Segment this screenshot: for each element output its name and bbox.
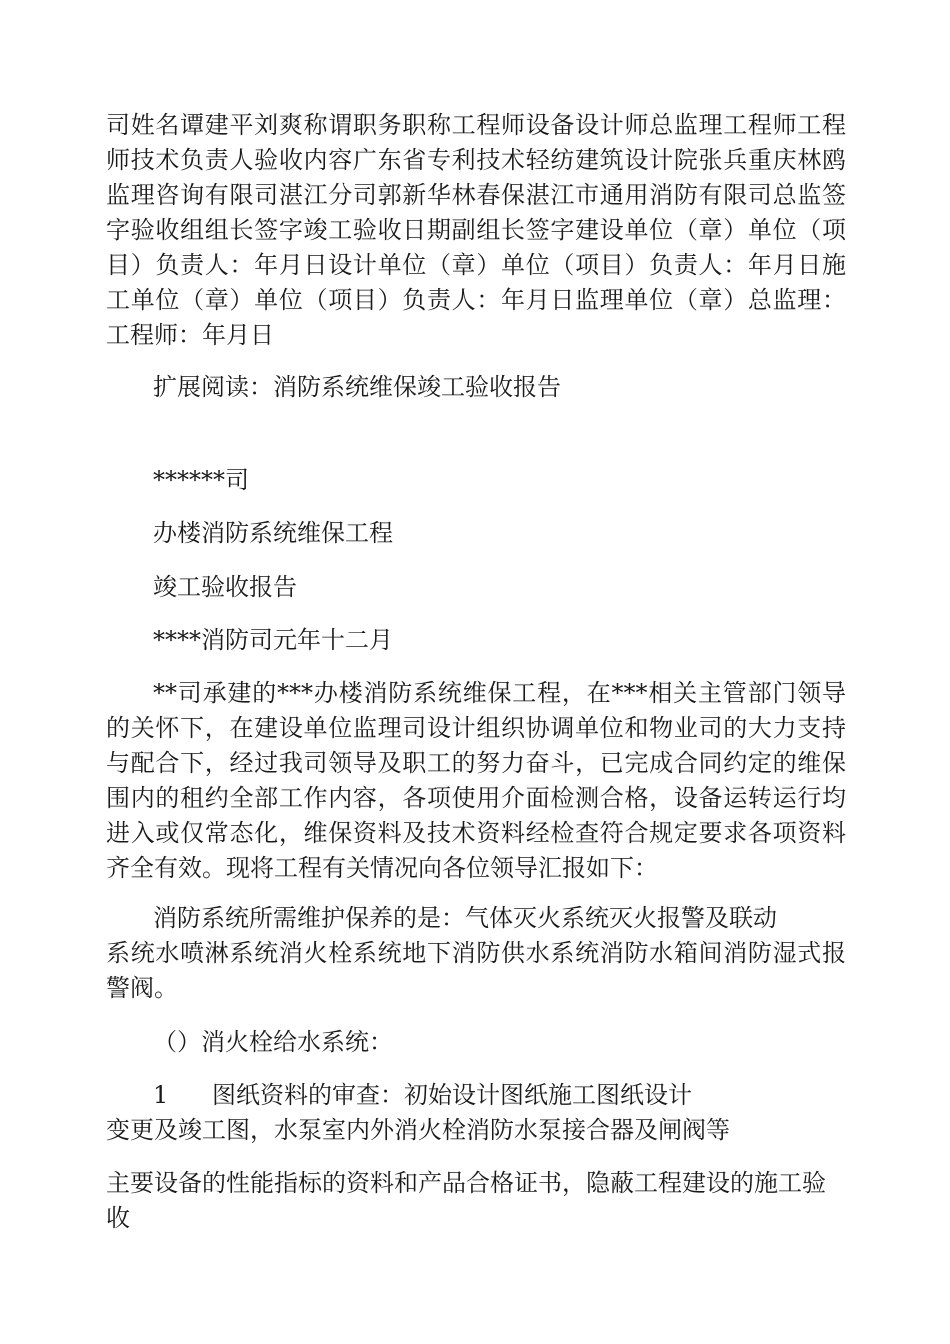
summary-paragraph: **司承建的***办楼消防系统维保工程，在***相关主管部门领导的关怀下，在建设单位监理司设计组织协调单位和物业司的大力支持与配合下，经过我司领导及职工的努力奋斗，已完成合同约定的维保围内的租约全部工作内容，各项使用介面检测合格，设备运转运行均进入或仅常态化，维保资料及技术资料经检查符合规定要求各项资料齐全有效。现将工程有关情况向各位领导汇报如下： [106,679,846,882]
issuer-date: ****消防司元年十二月 [153,626,393,654]
section-heading-hydrant: （）消火栓给水系统： [153,1028,393,1056]
item-text: 图纸资料的审查：初始设计图纸施工图纸设计 [212,1081,692,1109]
item-continuation: 变更及竣工图，水泵室内外消火栓消防水泵接合器及闸阀等 [106,1116,730,1144]
report-title: 竣工验收报告 [153,573,297,601]
intro-paragraph: 司姓名谭建平刘爽称谓职务职称工程师设备设计师总监理工程师工程师技术负责人验收内容广东省专利技术轻纺建筑设计院张兵重庆林鸥监理咨询有限司湛江分司郭新华林春保湛江市通用消防有限司总监签字验收组组长签字竣工验收日期副组长签字建设单位（章）单位（项目）负责人：年月日设计单位（章）单位（项目）负责人：年月日施工单位（章）单位（项目）负责人：年月日监理单位（章）总监理：工程师：年月日 [106,111,846,349]
item-number: 1 [153,1081,169,1109]
company-name: ******司 [153,466,249,494]
project-name: 办楼消防系统维保工程 [153,519,393,547]
systems-paragraph-rest: 系统水喷淋系统消火栓系统地下消防供水系统消防水箱间消防湿式报警阀。 [106,939,846,1002]
extended-reading-line: 扩展阅读：消防系统维保竣工验收报告 [153,373,561,401]
last-paragraph: 主要设备的性能指标的资料和产品合格证书，隐蔽工程建设的施工验收 [106,1169,826,1232]
systems-paragraph-line1: 消防系统所需维护保养的是：气体灭火系统灭火报警及联动 [153,904,777,932]
